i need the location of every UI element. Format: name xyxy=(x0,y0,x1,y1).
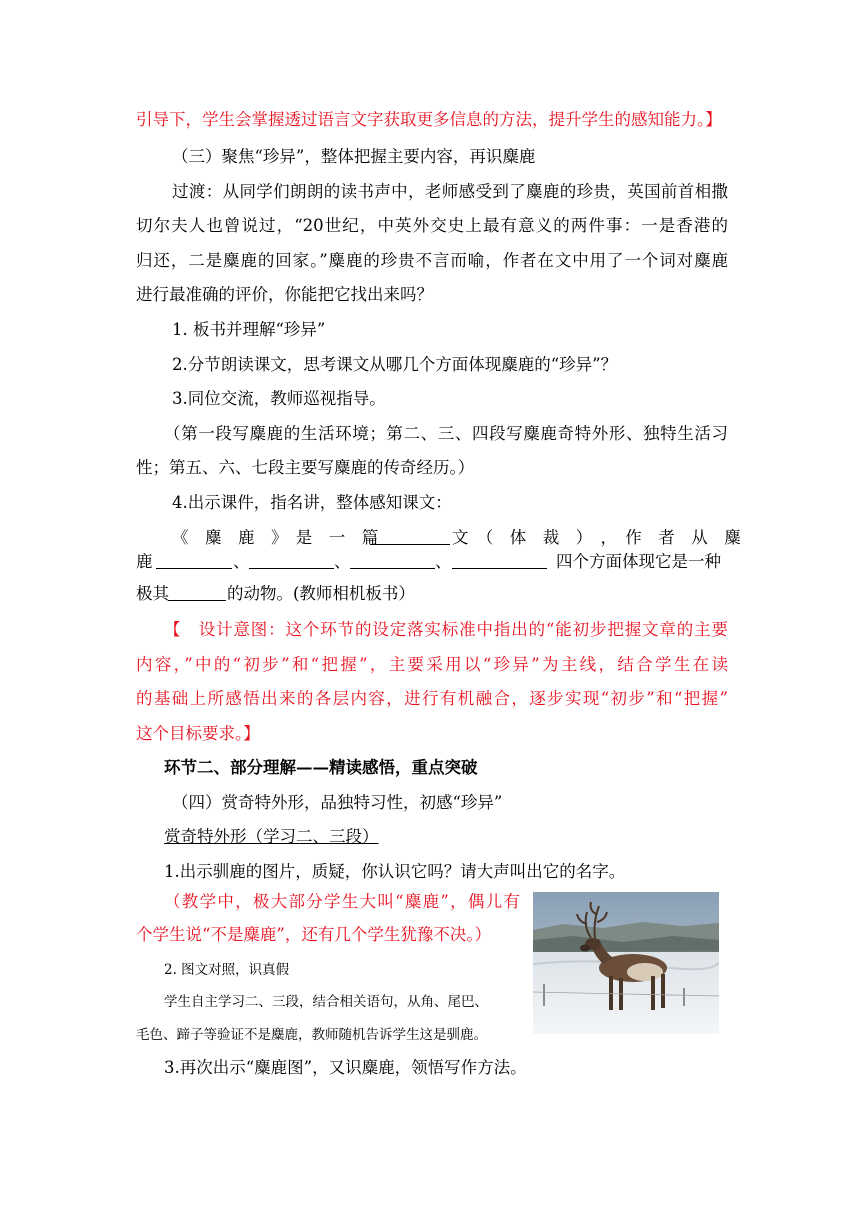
design-intent: 的基础上所感悟出来的各层内容，进行有机融合，逐步实现“初步”和“把握” xyxy=(136,689,728,708)
study-note: 毛色、蹄子等验证不是麋鹿，教师随机告诉学生这是驯鹿。 xyxy=(136,1027,487,1043)
stage-heading-2: 环节二、部分理解——精读感悟，重点突破 xyxy=(164,758,478,777)
fill-in-text: 文 （ 体 裁 ） ， 作 者 从 麋 xyxy=(452,528,741,547)
teaching-note: 个学生说“不是麋鹿”，还有几个学生犹豫不决。） xyxy=(136,925,492,944)
design-intent-ending: 引导下，学生会掌握透过语言文字获取更多信息的方法，提升学生的感知能力。】 xyxy=(136,110,722,129)
fill-in-blank-1 xyxy=(156,550,232,576)
fill-in-blank-3 xyxy=(350,550,435,576)
design-intent: 【 设计意图：这个环节的设定落实标准中指出的“能初步把握文章的主要 xyxy=(164,620,728,639)
design-intent: 内容，”中的“初步”和“把握”，主要采用以“珍异”为主线，结合学生在读 xyxy=(136,655,728,674)
fill-in-blank-4 xyxy=(452,550,547,576)
separator: 、 xyxy=(334,552,351,571)
fill-in-text: 极其 xyxy=(136,584,169,603)
study-note: 学生自主学习二、三段，结合相关语句，从角、尾巴、 xyxy=(164,994,488,1010)
step-3: 3.再次出示“麋鹿图”，又识麋鹿，领悟写作方法。 xyxy=(164,1058,527,1077)
step-2: 2. 图文对照，识真假 xyxy=(164,962,290,978)
sub-heading: 赏奇特外形（学习二、三段） xyxy=(164,827,379,846)
section-heading-3: （三）聚焦“珍异”，整体把握主要内容，再识麋鹿 xyxy=(172,147,536,166)
separator: 、 xyxy=(435,552,452,571)
step-1: 1. 板书并理解“珍异” xyxy=(172,320,326,339)
fill-in-line xyxy=(172,526,378,550)
reindeer-in-snow-photo xyxy=(533,892,719,1034)
fill-in-text: 《 麋 鹿 》 是 一 篇 xyxy=(172,528,379,547)
paragraph-line: 归还，二是麋鹿的回家。”麋鹿的珍贵不言而喻，作者在文中用了一个词对麋鹿 xyxy=(136,251,728,270)
note-line: （第一段写麋鹿的生活环境；第二、三、四段写麋鹿奇特外形、独特生活习 xyxy=(164,424,728,443)
separator: 、 xyxy=(233,552,250,571)
paragraph-line: 进行最准确的评价，你能把它找出来吗？ xyxy=(136,285,433,304)
fill-in-blank-5 xyxy=(168,582,226,608)
step-4: 4.出示课件，指名讲，整体感知课文： xyxy=(172,493,452,512)
reindeer-photo xyxy=(533,892,719,1034)
design-intent: 这个目标要求。】 xyxy=(136,724,260,743)
section-heading-4: （四）赏奇特外形，品独特习性，初感“珍异” xyxy=(172,793,503,812)
paragraph-line: 切尔夫人也曾说过，“20世纪，中英外交史上最有意义的两件事：一是香港的 xyxy=(136,216,728,235)
step-1: 1.出示驯鹿的图片，质疑，你认识它吗？请大声叫出它的名字。 xyxy=(164,862,626,881)
fill-in-blank-genre xyxy=(370,526,450,552)
fill-in-text: 四个方面体现它是一种 xyxy=(556,552,721,571)
fill-in-blank-2 xyxy=(249,550,334,576)
teaching-note: （教学中，极大部分学生大叫“麋鹿”，偶儿有 xyxy=(164,892,520,911)
fill-in-text: 鹿 xyxy=(136,552,153,571)
fill-in-text: 的动物。(教师相机板书） xyxy=(227,584,415,603)
step-2: 2.分节朗读课文，思考课文从哪几个方面体现麋鹿的“珍异”？ xyxy=(172,355,618,374)
step-3: 3.同位交流，教师巡视指导。 xyxy=(172,389,386,408)
note-line: 性；第五、六、七段主要写麋鹿的传奇经历。） xyxy=(136,458,475,477)
paragraph-line: 过渡：从同学们朗朗的读书声中，老师感受到了麋鹿的珍贵，英国前首相撒 xyxy=(172,182,728,201)
